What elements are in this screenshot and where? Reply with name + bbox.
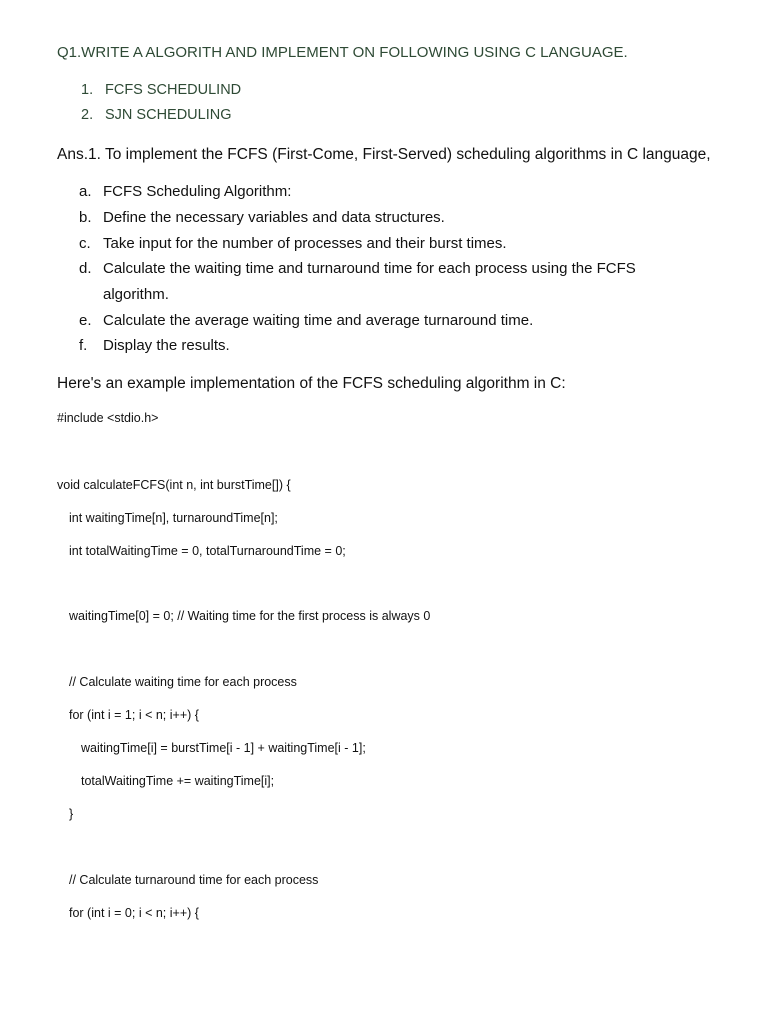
list-item: [79, 337, 230, 354]
example-intro: Here's an example implementation of the FCFS scheduling algorithm in C:: [57, 375, 566, 392]
step-text: Take input for the number of processes and their burst times.: [103, 235, 507, 252]
code-line: waitingTime[0] = 0; // Waiting time for the first process is always 0: [69, 609, 431, 623]
list-marker: 2.: [81, 107, 94, 123]
question-item-text: FCFS SCHEDULIND: [105, 82, 242, 98]
code-line: int waitingTime[n], turnaroundTime[n];: [69, 511, 278, 525]
list-marker: a.: [79, 183, 92, 200]
code-line: int totalWaitingTime = 0, totalTurnaroundTime = 0;: [69, 544, 346, 558]
list-marker: 1.: [81, 82, 94, 98]
code-line: // Calculate turnaround time for each process: [69, 873, 319, 887]
code-line: totalWaitingTime += waitingTime[i];: [81, 774, 275, 788]
list-item: [79, 260, 636, 277]
list-item: [79, 235, 507, 252]
list-item: [79, 312, 533, 329]
step-text: Calculate the waiting time and turnaround time for each process using the FCFS: [103, 260, 636, 277]
step-text: Define the necessary variables and data structures.: [103, 209, 445, 226]
list-item: [79, 183, 291, 200]
question-item: [81, 107, 232, 123]
list-marker: f.: [79, 337, 88, 354]
list-marker: d.: [79, 260, 92, 277]
step-text: Calculate the average waiting time and average turnaround time.: [103, 312, 534, 329]
code-line: void calculateFCFS(int n, int burstTime[]) {: [57, 478, 291, 492]
list-item-continuation: [79, 286, 169, 303]
code-line: for (int i = 1; i < n; i++) {: [69, 708, 199, 722]
question-item: [81, 82, 241, 98]
list-marker: e.: [79, 312, 92, 329]
step-text: Display the results.: [103, 337, 230, 354]
list-marker: c.: [79, 235, 91, 252]
code-line: }: [69, 807, 74, 821]
code-line: waitingTime[i] = burstTime[i - 1] + waitingTime[i - 1];: [81, 741, 366, 755]
code-line: #include <stdio.h>: [57, 411, 159, 425]
question-item-text: SJN SCHEDULING: [105, 107, 232, 123]
code-line: for (int i = 0; i < n; i++) {: [69, 906, 199, 920]
answer-intro: Ans.1. To implement the FCFS (First-Come, First-Served) scheduling algorithms in C language,: [57, 146, 711, 163]
step-text: FCFS Scheduling Algorithm:: [103, 183, 292, 200]
code-line: // Calculate waiting time for each process: [69, 675, 297, 689]
list-marker: b.: [79, 209, 92, 226]
list-item: [79, 209, 445, 226]
step-text: algorithm.: [103, 286, 169, 303]
question-title: Q1.WRITE A ALGORITH AND IMPLEMENT ON FOLLOWING USING C LANGUAGE.: [57, 44, 628, 61]
